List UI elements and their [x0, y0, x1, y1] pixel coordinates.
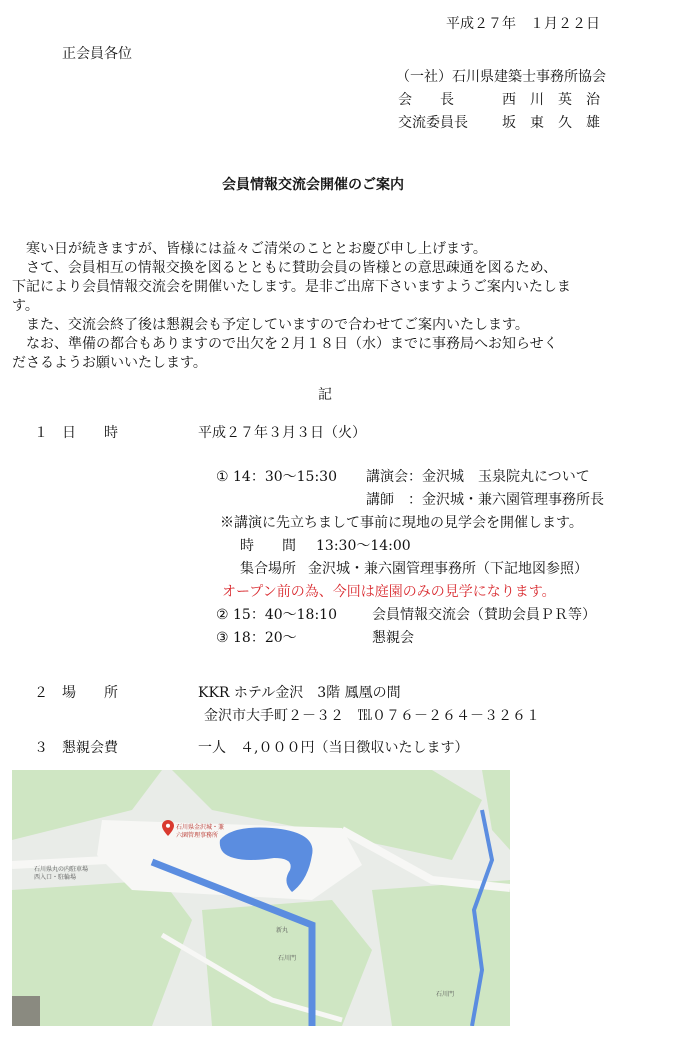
body-line: 寒い日が続きますが、皆様には益々ご清栄のこととお慶び申し上げます。	[26, 241, 487, 257]
session2-time: ② 15：40〜18:10	[216, 607, 337, 623]
document-date: 平成２７年 １月２２日	[446, 16, 600, 32]
marker-label-line: 石川県金沢城・兼	[176, 824, 225, 831]
map-label: 石川門	[278, 955, 297, 962]
venue-address: 金沢市大手町２－３２ ℡０７６－２６４－３２６１	[204, 708, 540, 724]
marker-label	[176, 824, 224, 840]
tour-time-label: 時 間	[240, 538, 296, 554]
body-line: 下記により会員情報交流会を開催いたします。是非ご出席下さいますようご案内いたしま	[12, 279, 571, 295]
tour-time: 13:30〜14:00	[316, 538, 411, 554]
sender2-title: 交流委員長	[398, 115, 468, 131]
item1-number: １	[34, 425, 48, 441]
item1-label: 日 時	[62, 425, 118, 441]
location-map[interactable]	[12, 770, 510, 1026]
item3-label: 懇親会費	[62, 740, 118, 756]
session2-event: 会員情報交流会（賛助会員ＰＲ等）	[372, 607, 596, 623]
sender2-name: 坂 東 久 雄	[502, 115, 600, 131]
item2-label: 場 所	[62, 685, 118, 701]
road	[12, 860, 107, 865]
session3-time: ③ 18：20〜	[216, 630, 297, 646]
parking-label-line: 石川県丸の内駐車場	[34, 866, 89, 873]
document-title: 会員情報交流会開催のご案内	[222, 177, 404, 193]
item2-number: ２	[34, 685, 48, 701]
body-line: また、交流会終了後は懇親会も予定していますので合わせてご案内いたします。	[26, 317, 529, 333]
session3-event: 懇親会	[372, 630, 414, 646]
sender1-name: 西 川 英 治	[502, 92, 600, 108]
session1-event: 講演会：金沢城 玉泉院丸について	[366, 469, 590, 485]
sender1-title: 会 長	[398, 92, 454, 108]
fee-value: 一人 ４,０００円（当日徴収いたします）	[198, 740, 469, 756]
session1-time: ① 14：30〜15:30	[216, 469, 337, 485]
map-graphic	[12, 770, 510, 1026]
castle-plaza	[97, 820, 362, 900]
sender-organization: （一社）石川県建築士事務所協会	[396, 69, 606, 85]
body-line: ださるようお願いいたします。	[12, 355, 207, 371]
map-label: 新丸	[276, 927, 289, 934]
body-line: す。	[12, 298, 39, 314]
session1-speaker: 講師 ：金沢城・兼六園管理事務所長	[366, 492, 604, 508]
park-area	[372, 880, 510, 1026]
marker-label-line: 六園管理事務所	[176, 832, 219, 839]
recipient: 正会員各位	[62, 46, 132, 62]
venue-name: KKR ホテル金沢 3階 鳳凰の間	[198, 685, 401, 701]
map-thumbnail	[12, 996, 40, 1026]
location-pin-icon[interactable]	[162, 820, 174, 839]
item3-number: ３	[34, 740, 48, 756]
tour-place-label: 集合場所	[240, 561, 296, 577]
tour-place: 金沢城・兼六園管理事務所（下記地図参照）	[308, 561, 588, 577]
tour-note: ※講演に先立ちまして事前に現地の見学会を開催します。	[220, 515, 583, 531]
item1-date: 平成２７年３月３日（火）	[198, 425, 366, 441]
body-text	[12, 240, 571, 373]
ki-heading: 記	[318, 387, 332, 403]
parking-label-line: 西入口・駐輪場	[34, 874, 77, 881]
tour-warning: オープン前の為、今回は庭園のみの見学になります。	[222, 584, 556, 600]
body-line: なお、準備の都合もありますので出欠を２月１８日（水）までに事務局へお知らせく	[26, 336, 558, 352]
parking-label	[34, 866, 88, 882]
body-line: さて、会員相互の情報交換を図るとともに賛助会員の皆様との意思疎通を図るため、	[26, 260, 558, 276]
map-label: 石川門	[436, 991, 455, 998]
